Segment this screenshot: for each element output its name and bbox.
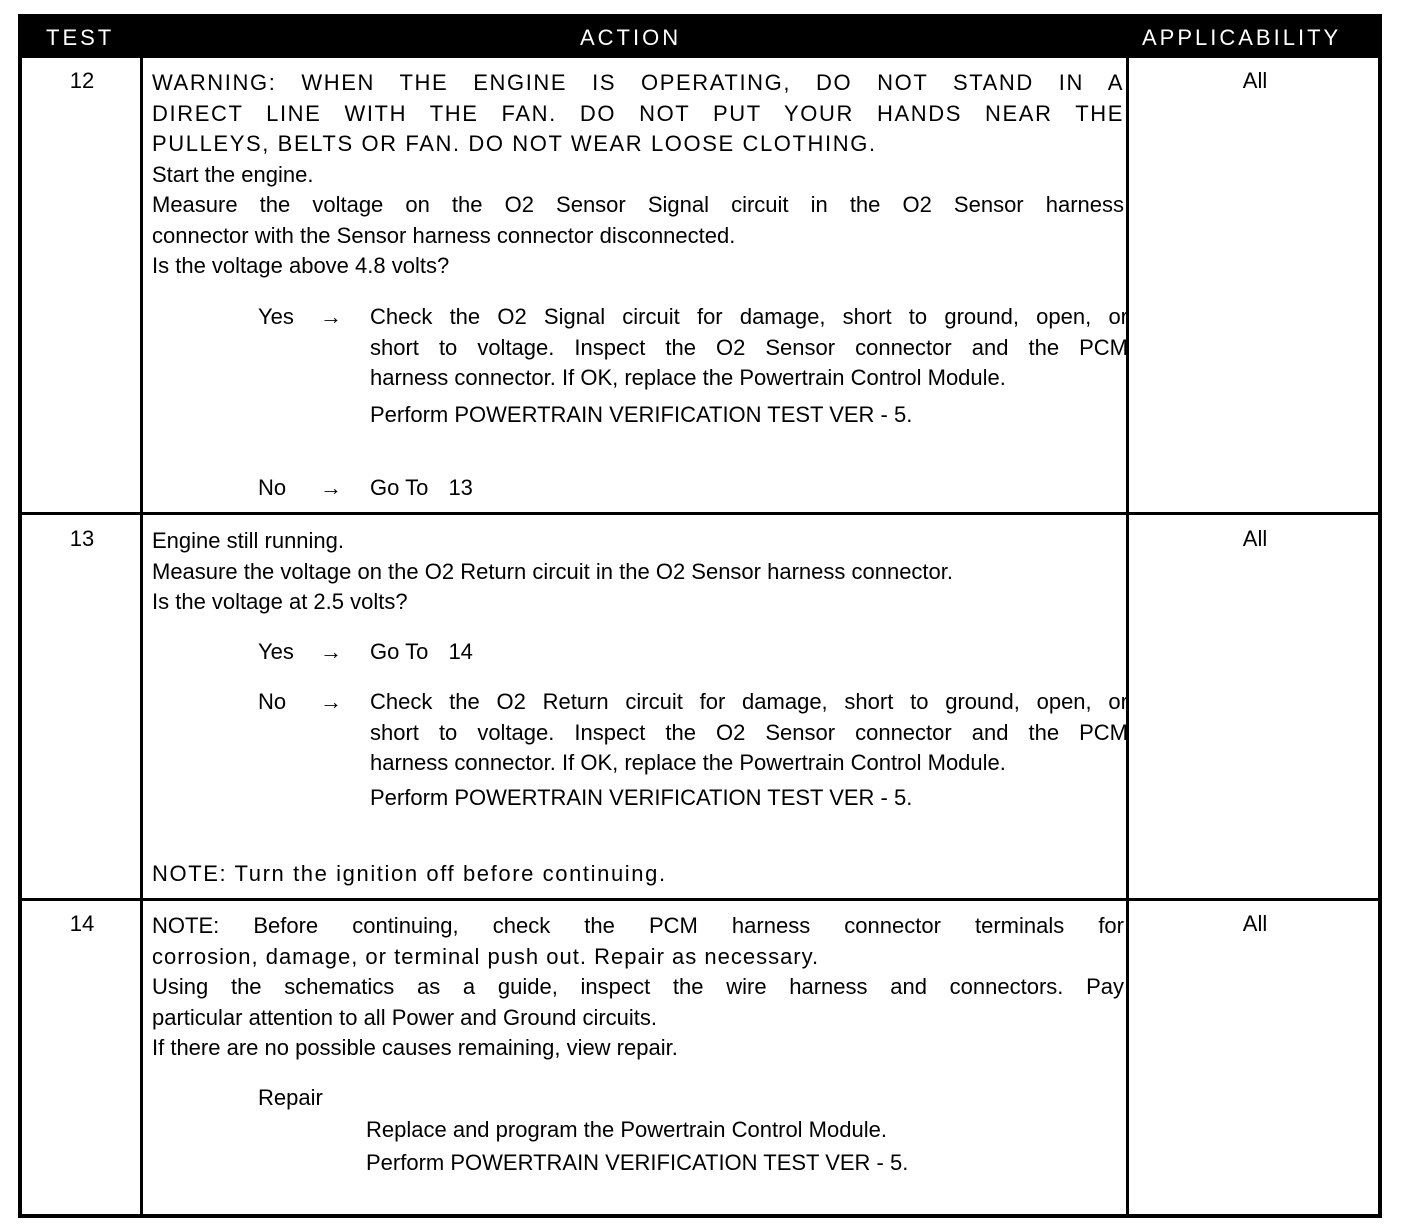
arrow-icon: →	[320, 689, 342, 714]
response-line: harness connector. If OK, replace the Powertrain Control Module.	[370, 750, 1006, 775]
perform-line: Perform POWERTRAIN VERIFICATION TEST VER - 5.	[370, 401, 913, 427]
response-line: harness connector. If OK, replace the Powertrain Control Module.	[370, 365, 1006, 390]
arrow-icon: →	[320, 475, 342, 500]
test-number-12: 12	[69, 68, 95, 93]
header-action: ACTION	[580, 25, 682, 50]
yes-label: Yes	[258, 639, 294, 664]
column-divider	[140, 58, 143, 1214]
action-13	[152, 526, 1124, 618]
perform-line: Perform POWERTRAIN VERIFICATION TEST VER - 5.	[370, 784, 913, 810]
diagnostic-test-table	[18, 14, 1382, 1218]
action-14	[152, 911, 1124, 1064]
instruction-line: NOTE: Before continuing, check the PCM harness connector terminals for	[152, 913, 1124, 938]
instruction-line: Is the voltage at 2.5 volts?	[152, 589, 408, 614]
header-test: TEST	[46, 25, 115, 50]
test-number-14: 14	[69, 911, 95, 936]
instruction-line: Is the voltage above 4.8 volts?	[152, 253, 450, 278]
no-label: No	[258, 475, 287, 500]
instruction-line: Engine still running.	[152, 528, 345, 553]
arrow-icon: →	[320, 304, 342, 329]
instruction-line: If there are no possible causes remaining, view repair.	[152, 1035, 678, 1060]
instruction-line: corrosion, damage, or terminal push out. Repair as necessary.	[152, 943, 820, 969]
repair-section-14	[258, 1083, 1130, 1183]
no-response-12	[258, 473, 1130, 505]
arrow-icon: →	[320, 639, 342, 664]
note-line: NOTE: Turn the ignition off before continuing.	[152, 861, 667, 886]
warning-line: PULLEYS, BELTS OR FAN. DO NOT WEAR LOOSE CLOTHING.	[152, 131, 877, 156]
column-divider	[1126, 58, 1129, 1214]
instruction-line: connector with the Sensor harness connector disconnected.	[152, 222, 736, 248]
instruction-line: Start the engine.	[152, 161, 314, 187]
warning-line: DIRECT LINE WITH THE FAN. DO NOT PUT YOUR HANDS NEAR THE	[152, 100, 1124, 126]
response-line: short to voltage. Inspect the O2 Sensor connector and the PCM	[370, 334, 1128, 360]
note-13	[152, 859, 1124, 890]
goto-text: Go To	[370, 475, 429, 500]
perform-line: Perform POWERTRAIN VERIFICATION TEST VER - 5.	[366, 1150, 909, 1175]
repair-label: Repair	[258, 1085, 323, 1110]
applicability-12: All	[1242, 68, 1268, 93]
instruction-line: Measure the voltage on the O2 Return circuit in the O2 Sensor harness connector.	[152, 558, 954, 584]
no-response-13	[258, 687, 1130, 817]
yes-response-12	[258, 302, 1130, 432]
action-12	[152, 68, 1124, 282]
row-divider	[22, 898, 1378, 901]
yes-label: Yes	[258, 304, 294, 329]
header-applicability: APPLICABILITY	[1142, 25, 1342, 50]
table-header	[22, 18, 1378, 58]
instruction-line: Measure the voltage on the O2 Sensor Signal circuit in the O2 Sensor harness	[152, 192, 1124, 217]
response-line: short to voltage. Inspect the O2 Sensor connector and the PCM	[370, 719, 1128, 745]
applicability-13: All	[1242, 526, 1268, 551]
response-line: Check the O2 Return circuit for damage, short to ground, open, or	[370, 689, 1128, 714]
repair-line: Replace and program the Powertrain Control Module.	[366, 1117, 887, 1142]
applicability-14: All	[1242, 911, 1268, 936]
warning-line: WARNING: WHEN THE ENGINE IS OPERATING, DO NOT STAND IN A	[152, 70, 1124, 95]
response-line: Check the O2 Signal circuit for damage, short to ground, open, or	[370, 304, 1128, 329]
row-divider	[22, 512, 1378, 515]
yes-response-13	[258, 637, 1130, 669]
instruction-line: particular attention to all Power and Ground circuits.	[152, 1004, 658, 1030]
instruction-line: Using the schematics as a guide, inspect the wire harness and connectors. Pay	[152, 974, 1124, 999]
no-label: No	[258, 689, 287, 714]
goto-test-link[interactable]: 13	[448, 475, 473, 500]
test-number-13: 13	[69, 526, 95, 551]
goto-text: Go To	[370, 639, 429, 664]
goto-test-link[interactable]: 14	[448, 639, 473, 664]
